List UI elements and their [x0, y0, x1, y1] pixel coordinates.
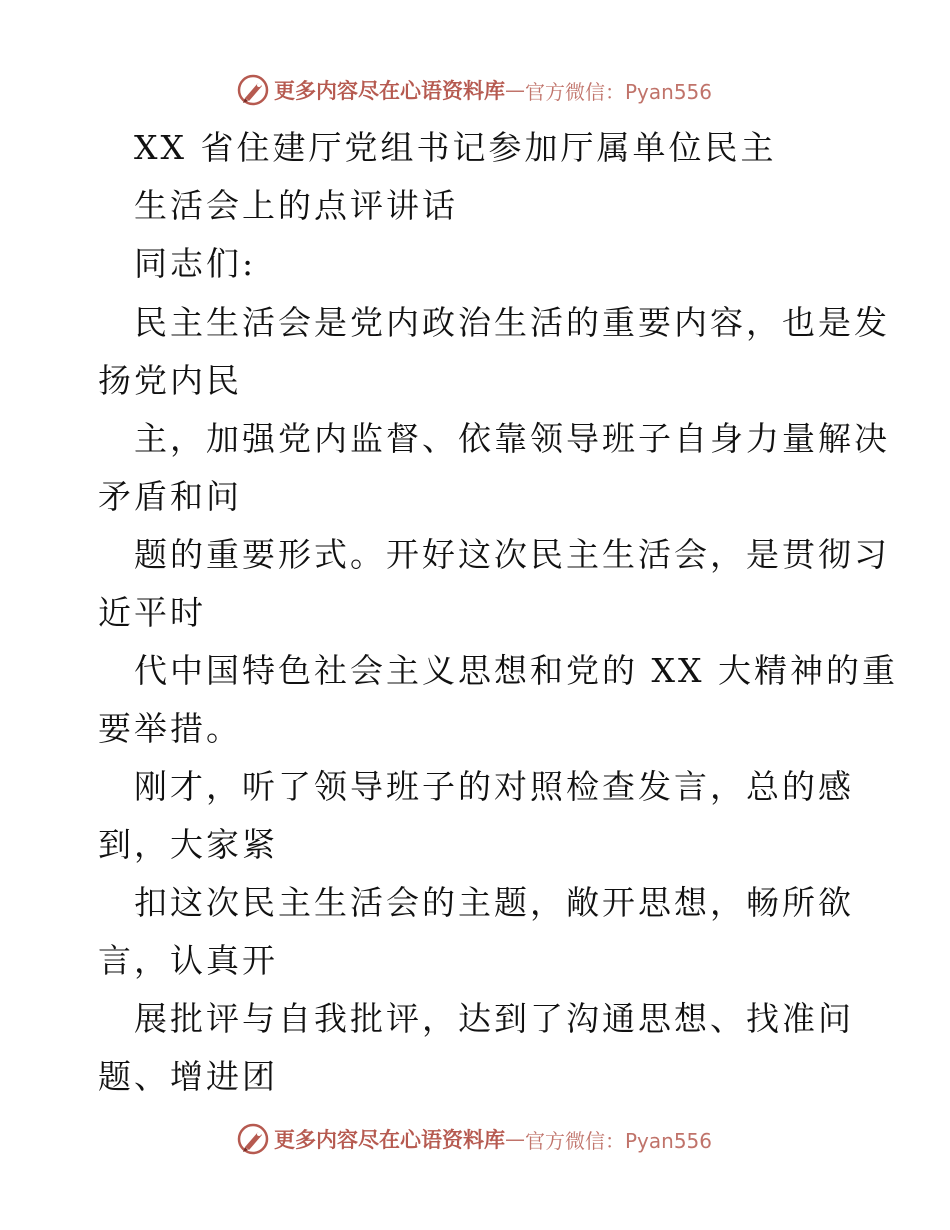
body-line: 要举措。 [98, 709, 242, 748]
watermark-separator: — [505, 1127, 525, 1151]
body-line: 扬党内民 [98, 361, 242, 400]
body-line: 民主生活会是党内政治生活的重要内容，也是发 [134, 303, 890, 342]
body-line: 扣这次民主生活会的主题，敞开思想，畅所欲 [134, 883, 854, 922]
body-line: 题的重要形式。开好这次民主生活会，是贯彻习 [134, 535, 890, 574]
watermark-header [236, 72, 712, 108]
body-line: 主，加强党内监督、依靠领导班子自身力量解决 [134, 419, 890, 458]
pen-logo-icon [236, 1122, 270, 1156]
body-line: 展批评与自我批评，达到了沟通思想、找准问 [134, 999, 854, 1038]
watermark-separator: — [505, 78, 525, 102]
pen-logo-icon [236, 73, 270, 107]
salutation: 同志们: [134, 244, 257, 283]
body-line: 刚才，听了领导班子的对照检查发言，总的感 [134, 767, 854, 806]
document-title-line-2: 生活会上的点评讲话 [134, 186, 458, 225]
body-line: 言，认真开 [98, 941, 278, 980]
watermark-brand: 更多内容尽在心语资料库 [274, 1128, 505, 1152]
watermark-wechat: 官方微信：Pyan556 [525, 79, 713, 104]
watermark-wechat: 官方微信：Pyan556 [525, 1128, 713, 1153]
body-line: 近平时 [98, 593, 206, 632]
body-line: 代中国特色社会主义思想和党的 XX 大精神的重 [134, 651, 898, 690]
watermark-footer [236, 1121, 712, 1157]
body-line: 矛盾和问 [98, 477, 242, 516]
body-line: 题、增进团 [98, 1057, 278, 1096]
document-title-line-1: XX 省住建厅党组书记参加厅属单位民主 [134, 128, 777, 167]
body-line: 到，大家紧 [98, 825, 278, 864]
watermark-brand: 更多内容尽在心语资料库 [274, 79, 505, 103]
